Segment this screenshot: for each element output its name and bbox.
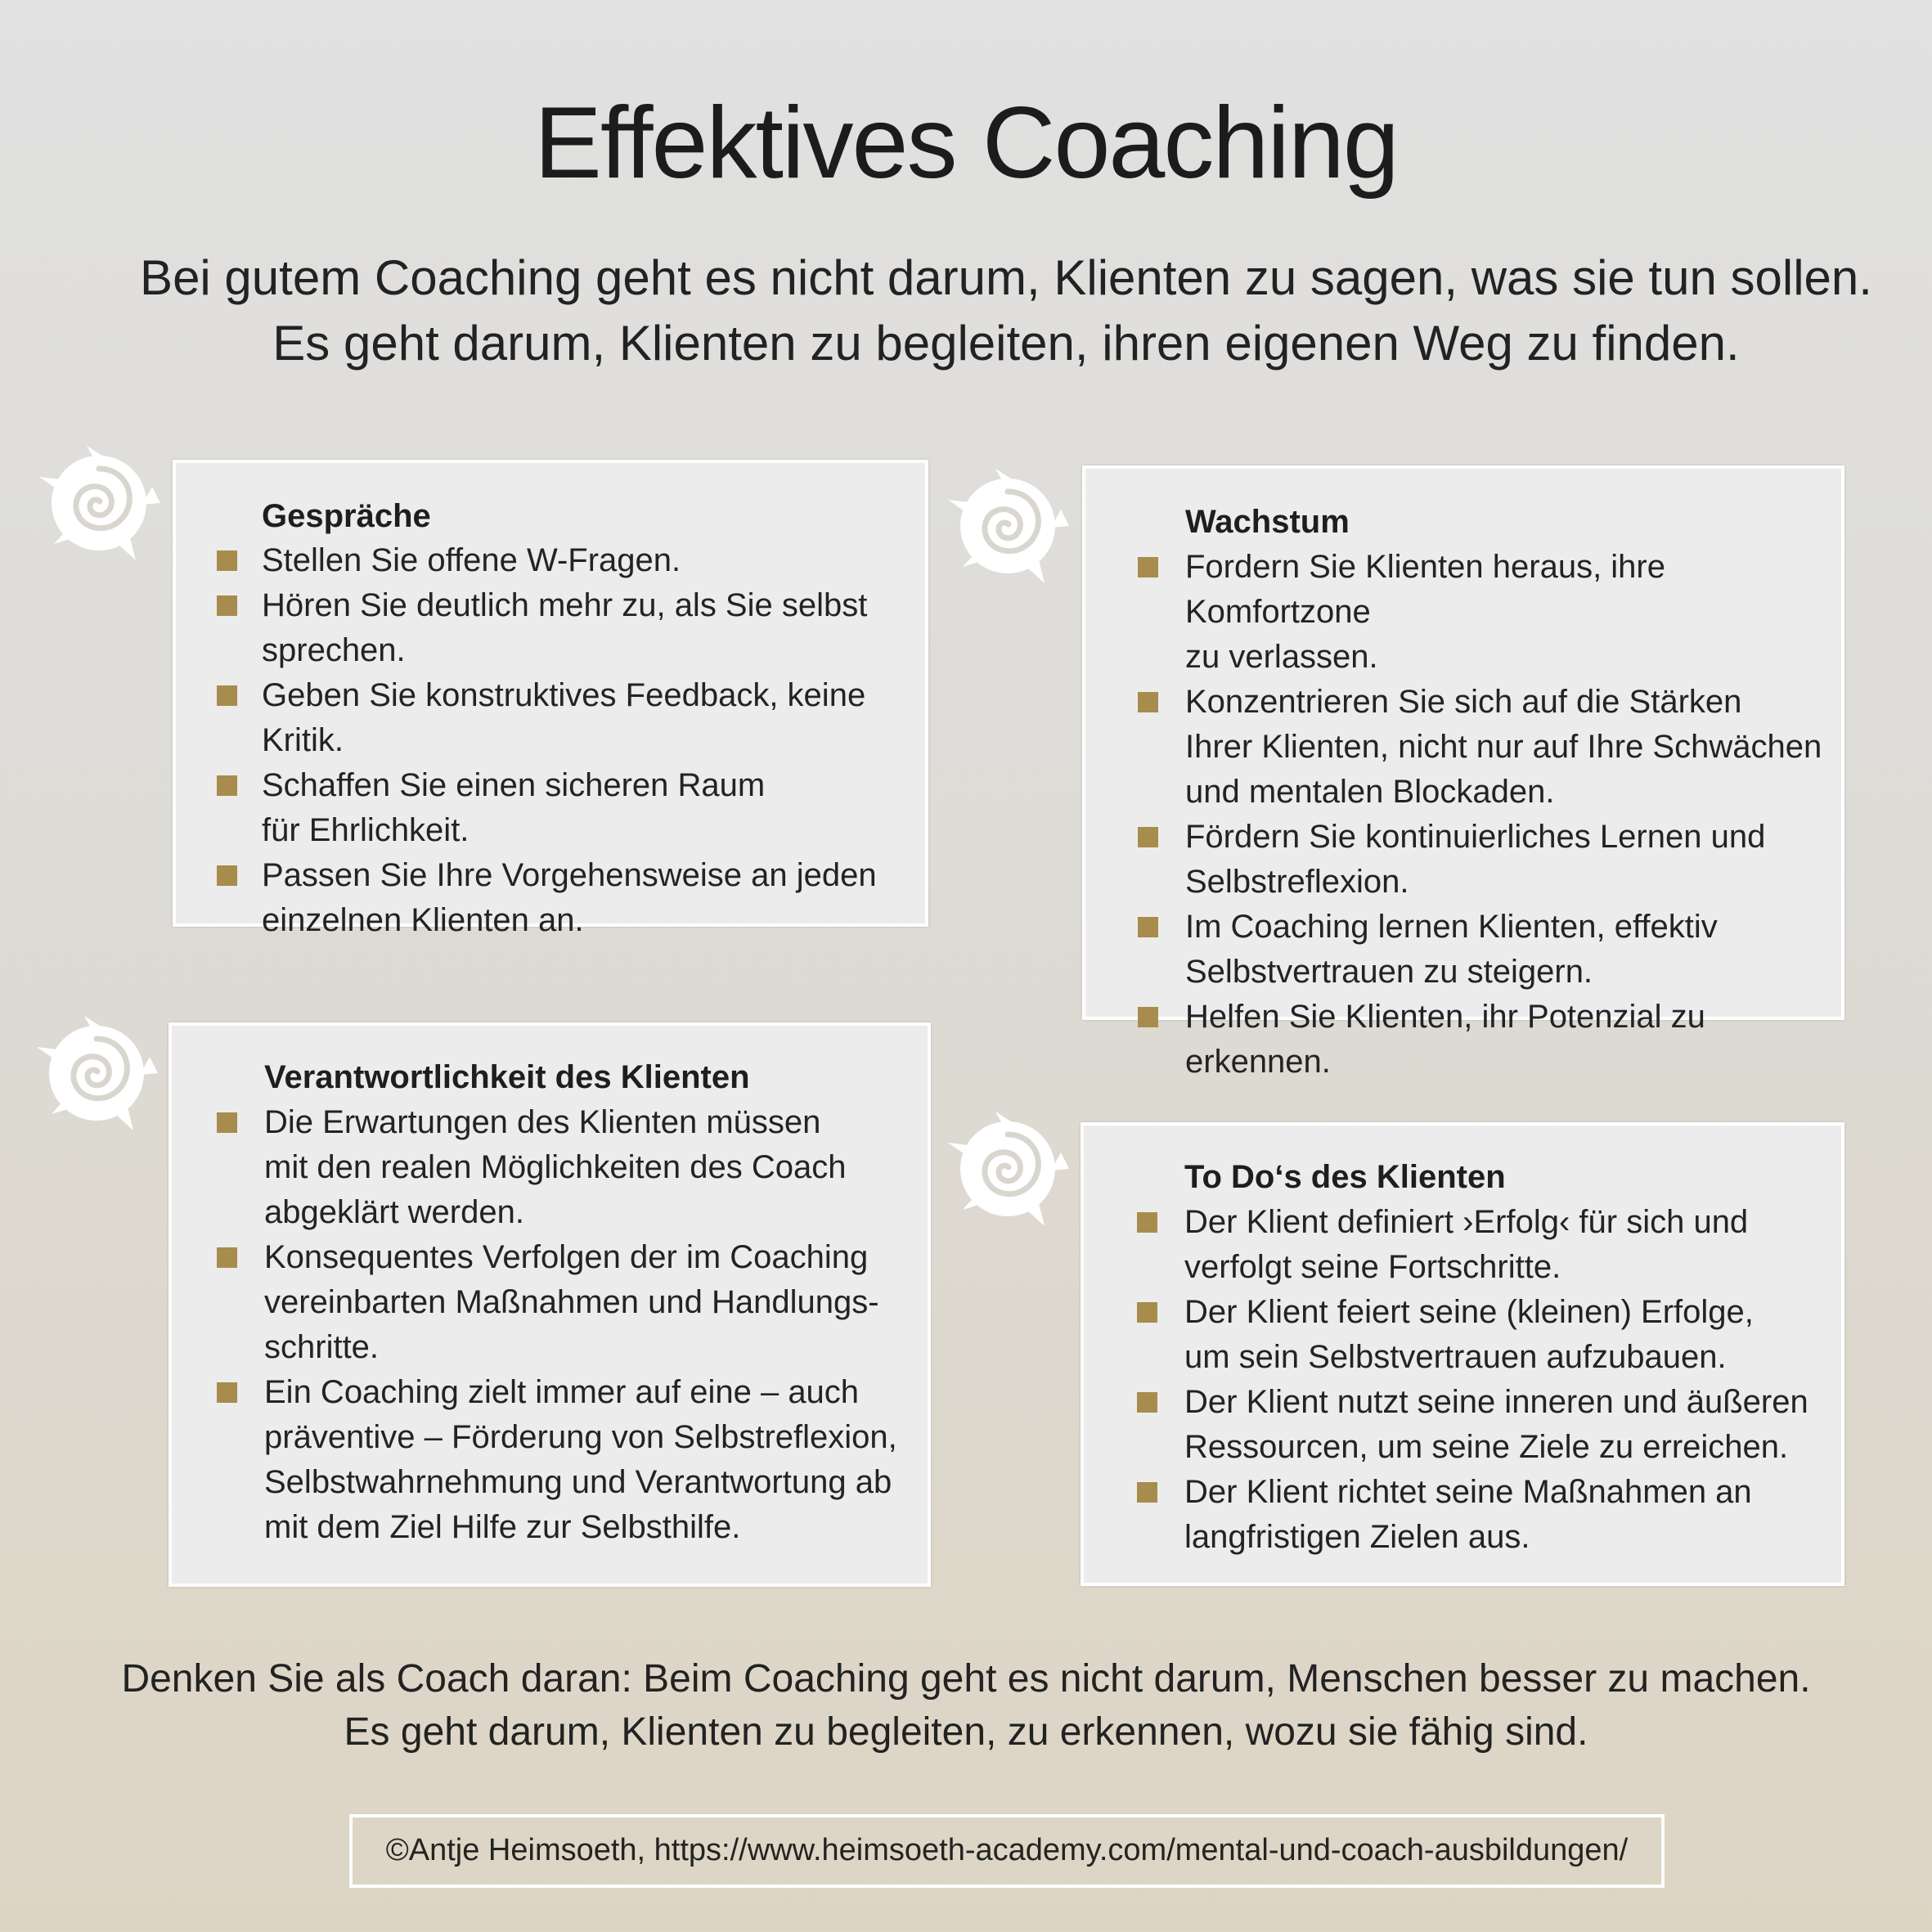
closing-line: Denken Sie als Coach daran: Beim Coaching geht es nicht darum, Menschen besser zu machen.: [121, 1657, 1811, 1701]
list-item-text: Der Klient definiert ›Erfolg‹ für sich und verfolgt seine Fortschritte.: [1184, 1204, 1749, 1285]
card-title: Wachstum: [1185, 504, 1350, 540]
spiral-sun-icon: [29, 429, 168, 568]
list-item-text: Ein Coaching zielt immer auf eine – auch präventive – Förderung von Selbstreflexion, Selbstwahrnehmung und Verantwortung ab mit dem Ziel Hilfe zur Selbsthilfe.: [264, 1374, 897, 1545]
list-item-text: Der Klient nutzt seine inneren und äußeren Ressourcen, um seine Ziele zu erreichen.: [1184, 1384, 1808, 1465]
list-item-text: Im Coaching lernen Klienten, effektiv Selbstvertrauen zu steigern.: [1185, 909, 1718, 990]
list-item: [1138, 815, 1833, 905]
list-item: [217, 1235, 920, 1370]
list-item: [1137, 1200, 1832, 1290]
intro-line: Es geht darum, Klienten zu begleiten, ihren eigenen Weg zu finden.: [272, 316, 1740, 371]
list-item-text: Der Klient richtet seine Maßnahmen an langfristigen Zielen aus.: [1184, 1474, 1752, 1555]
list-item-text: Konsequentes Verfolgen der im Coaching vereinbarten Maßnahmen und Handlungs- schritte.: [264, 1239, 879, 1365]
list-item: [1138, 680, 1833, 815]
list-item-text: Schaffen Sie einen sicheren Raum für Ehrlichkeit.: [262, 767, 766, 848]
list-item-text: Stellen Sie offene W-Fragen.: [262, 542, 681, 578]
list-item: [1137, 1380, 1832, 1470]
list-item-text: Die Erwartungen des Klienten müssen mit den realen Möglichkeiten des Coach abgeklärt werden.: [264, 1104, 847, 1230]
card-verantwortlichkeit: [168, 1022, 931, 1587]
credit-box: [349, 1814, 1665, 1888]
list-item: [1137, 1470, 1832, 1560]
spiral-sun-icon: [938, 1095, 1077, 1234]
list-item: [217, 538, 920, 583]
list-item-text: Der Klient feiert seine (kleinen) Erfolge, um sein Selbstvertrauen aufzubauen.: [1184, 1294, 1754, 1375]
closing-line: Es geht darum, Klienten zu begleiten, zu erkennen, wozu sie fähig sind.: [344, 1710, 1588, 1754]
credit-text: ©Antje Heimsoeth, https://www.heimsoeth-academy.com/mental-und-coach-ausbildungen/: [385, 1833, 1629, 1867]
intro-line: Bei gutem Coaching geht es nicht darum, Klienten zu sagen, was sie tun sollen.: [140, 250, 1872, 305]
list-item: [1137, 1290, 1832, 1380]
list-item-text: Geben Sie konstruktives Feedback, keine Kritik.: [262, 677, 866, 758]
intro-text: [65, 245, 1932, 376]
list-item-text: Hören Sie deutlich mehr zu, als Sie selbst sprechen.: [262, 587, 868, 668]
list-item-text: Passen Sie Ihre Vorgehensweise an jeden einzelnen Klienten an.: [262, 857, 877, 938]
list-item: [1138, 995, 1833, 1085]
list-item-text: Konzentrieren Sie sich auf die Stärken Ihrer Klienten, nicht nur auf Ihre Schwächen und mentalen Blockaden.: [1185, 684, 1822, 810]
bullet-list: [217, 538, 920, 943]
closing-text: [0, 1652, 1932, 1759]
list-item: [217, 1370, 920, 1550]
list-item-text: Fördern Sie kontinuierliches Lernen und Selbstreflexion.: [1185, 819, 1766, 900]
card-gespraeche: [173, 460, 928, 938]
bullet-list: [1137, 1200, 1832, 1560]
list-item: [217, 583, 920, 673]
card-title: Verantwortlichkeit des Klienten: [264, 1059, 750, 1095]
list-item-text: Helfen Sie Klienten, ihr Potenzial zu erkennen.: [1185, 999, 1705, 1080]
card-todos: [1081, 1122, 1844, 1586]
card-wachstum: [1082, 465, 1844, 1080]
list-item: [217, 1100, 920, 1235]
page-title: Effektives Coaching: [534, 87, 1398, 200]
list-item: [1138, 905, 1833, 995]
list-item: [1138, 545, 1833, 680]
list-item: [217, 763, 920, 853]
list-item: [217, 673, 920, 763]
card-title: Gespräche: [262, 498, 431, 534]
card-title: To Do‘s des Klienten: [1184, 1159, 1506, 1195]
bullet-list: [1138, 545, 1833, 1085]
list-item-text: Fordern Sie Klienten heraus, ihre Komfortzone zu verlassen.: [1185, 549, 1665, 675]
spiral-sun-icon: [938, 452, 1077, 591]
list-item: [217, 853, 920, 943]
spiral-sun-icon: [27, 1000, 166, 1139]
bullet-list: [217, 1100, 920, 1550]
